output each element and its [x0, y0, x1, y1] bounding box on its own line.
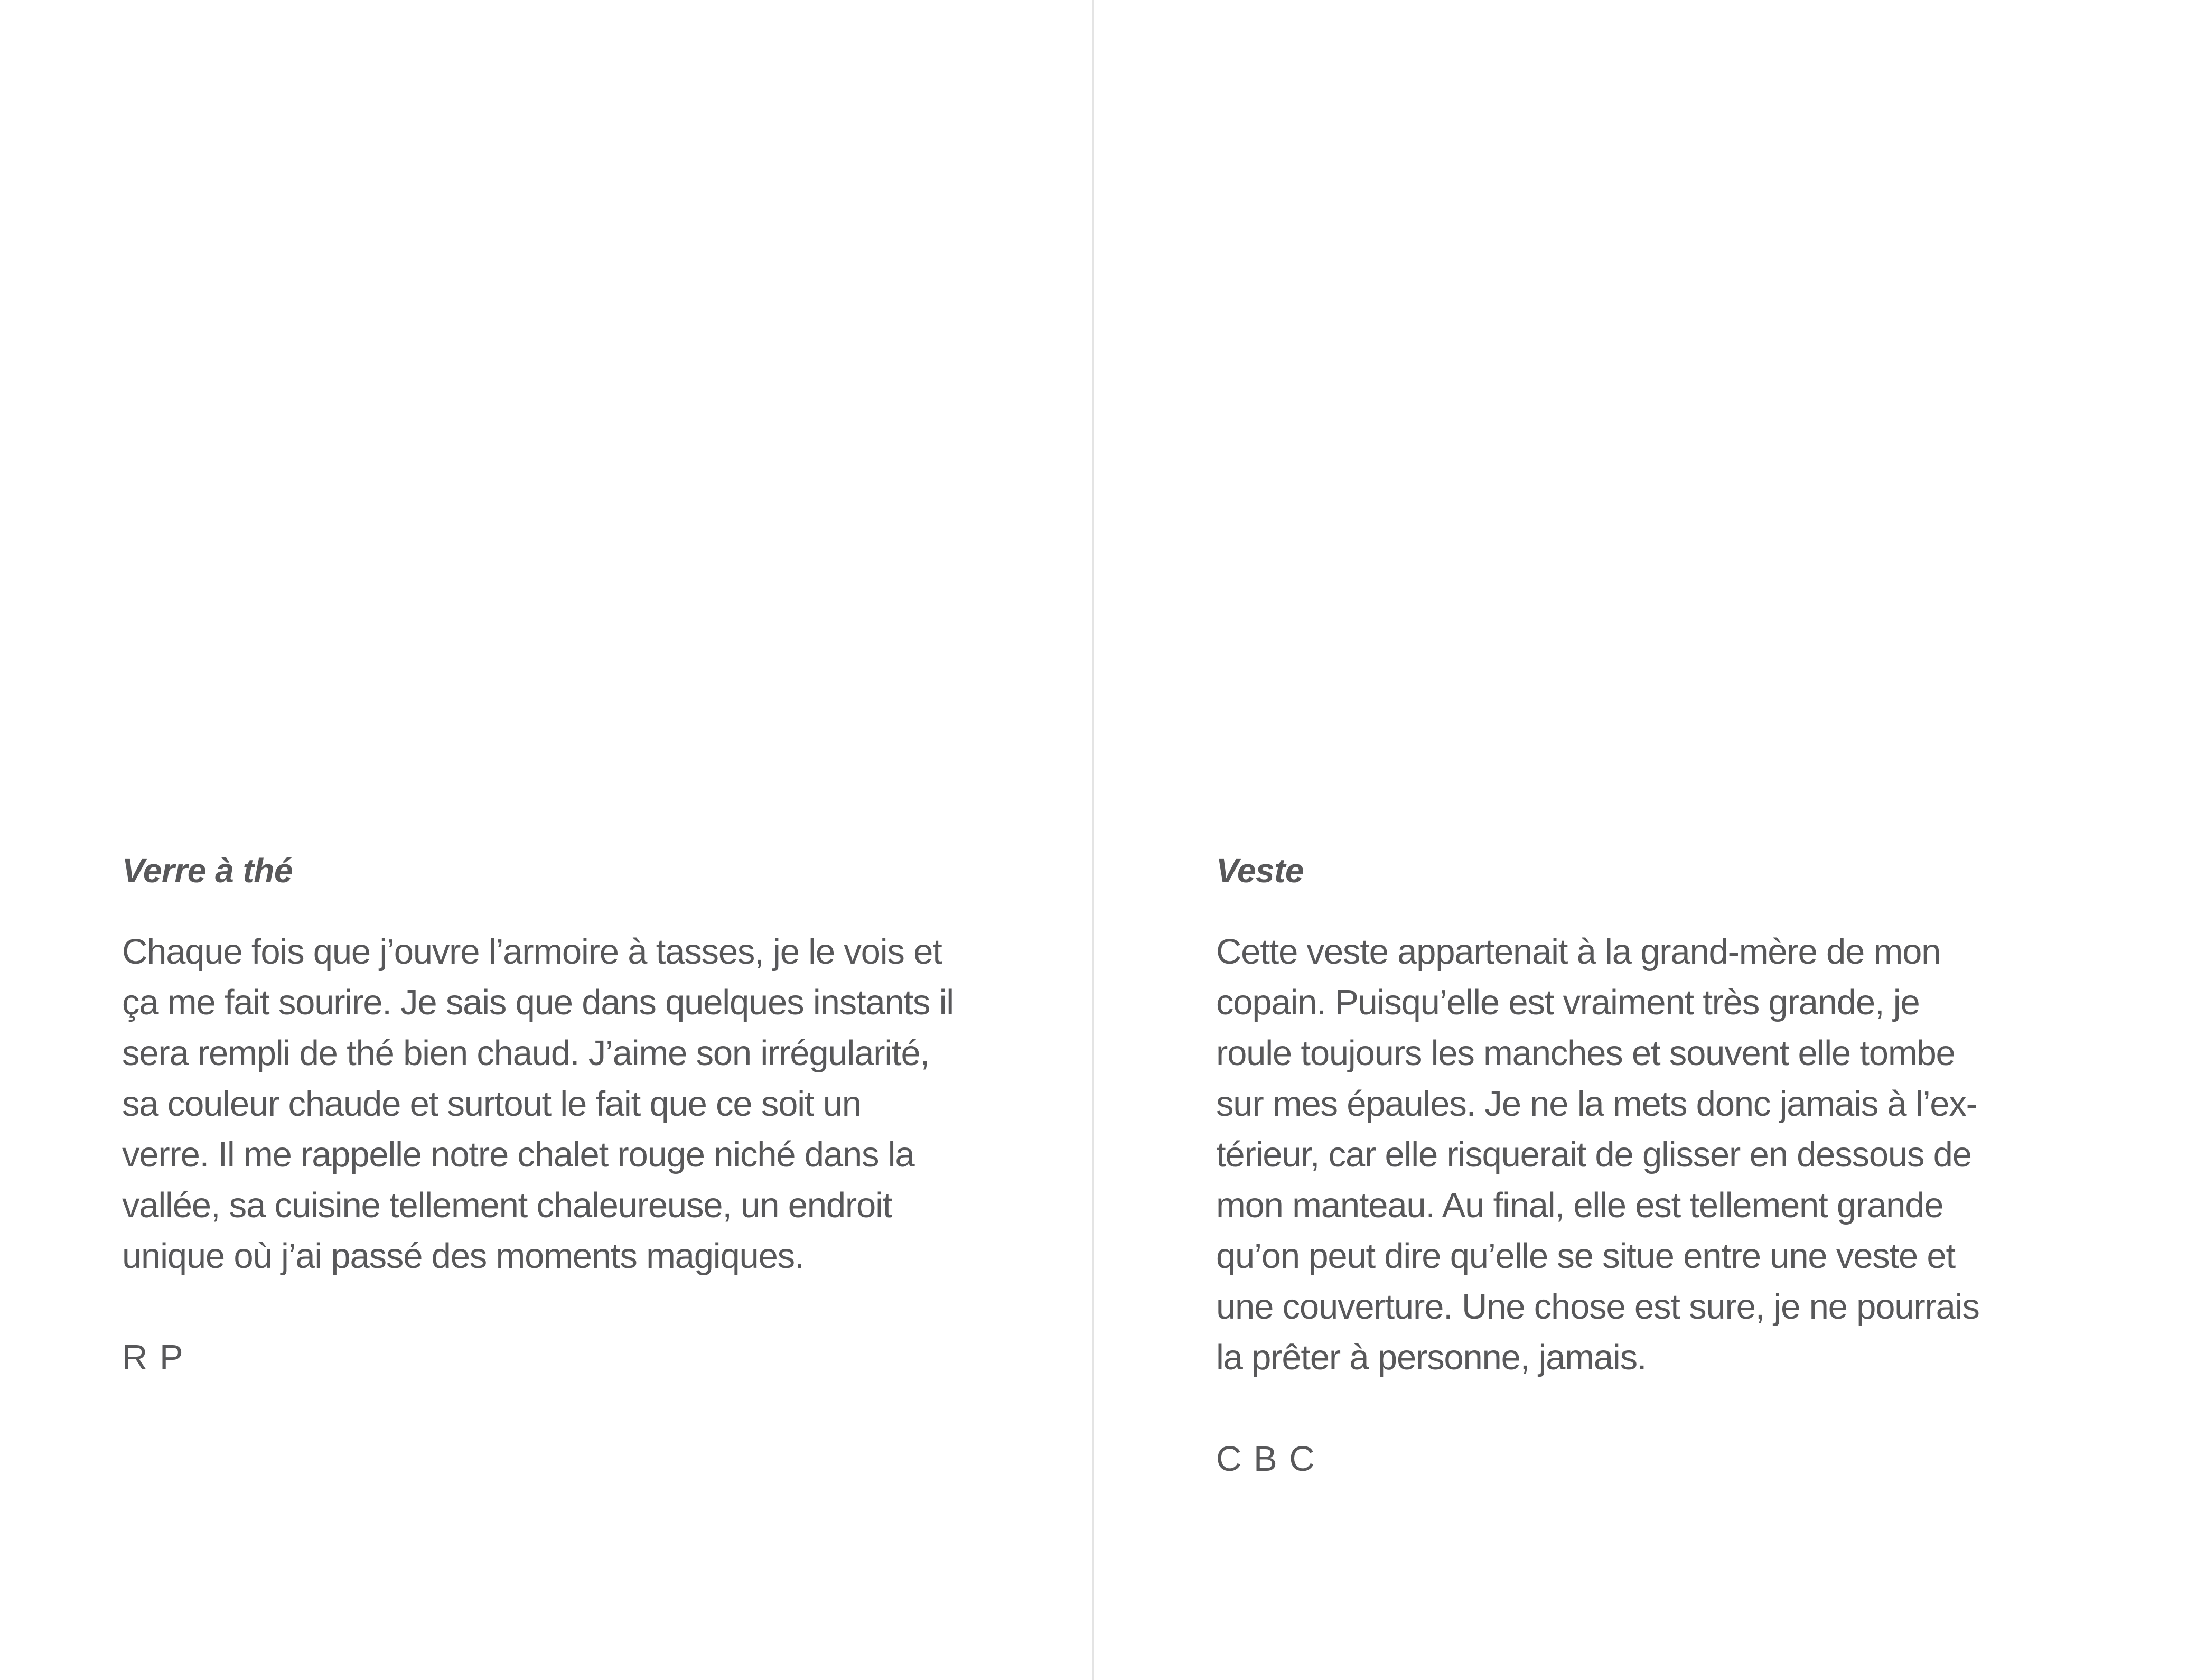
right-entry-line: sur mes épaules. Je ne la mets donc jamais à l’ex- — [1216, 1084, 1977, 1124]
right-entry-line: mon manteau. Au final, elle est tellement grande — [1216, 1186, 1943, 1225]
left-entry-title: Verre à thé — [122, 852, 293, 890]
right-entry-line: Cette veste appartenait à la grand-mère de mon — [1216, 932, 1941, 972]
left-entry-line: Chaque fois que j’ouvre l’armoire à tasses, je le vois et — [122, 932, 942, 972]
right-entry-line: roule toujours les manches et souvent elle tombe — [1216, 1033, 1955, 1073]
right-entry-title: Veste — [1216, 852, 1304, 890]
left-entry-signature: R P — [122, 1338, 184, 1377]
right-entry-signature: C B C — [1216, 1439, 1316, 1479]
left-entry-line: sera rempli de thé bien chaud. J’aime son irrégularité, — [122, 1033, 929, 1073]
right-entry — [1216, 845, 2114, 1485]
right-page — [1094, 0, 2186, 1680]
left-entry-line: unique où j’ai passé des moments magiques. — [122, 1236, 804, 1276]
right-entry-line: térieur, car elle risquerait de glisser en dessous de — [1216, 1135, 1971, 1174]
left-page — [0, 0, 1092, 1680]
left-entry-line: sa couleur chaude et surtout le fait que ce soit un — [122, 1084, 861, 1124]
right-entry-line: une couverture. Une chose est sure, je ne pourrais — [1216, 1287, 1979, 1327]
left-entry-body — [122, 927, 1020, 1383]
left-entry-line: vallée, sa cuisine tellement chaleureuse, un endroit — [122, 1186, 892, 1225]
right-entry-line: la prêter à personne, jamais. — [1216, 1338, 1647, 1377]
right-entry-line: copain. Puisqu’elle est vraiment très grande, je — [1216, 983, 1920, 1022]
right-entry-body — [1216, 927, 2114, 1485]
right-entry-line: qu’on peut dire qu’elle se situe entre une veste et — [1216, 1236, 1955, 1276]
left-entry-line: ça me fait sourire. Je sais que dans quelques instants il — [122, 983, 954, 1022]
left-entry — [122, 845, 1020, 1383]
left-entry-line: verre. Il me rappelle notre chalet rouge niché dans la — [122, 1135, 914, 1174]
